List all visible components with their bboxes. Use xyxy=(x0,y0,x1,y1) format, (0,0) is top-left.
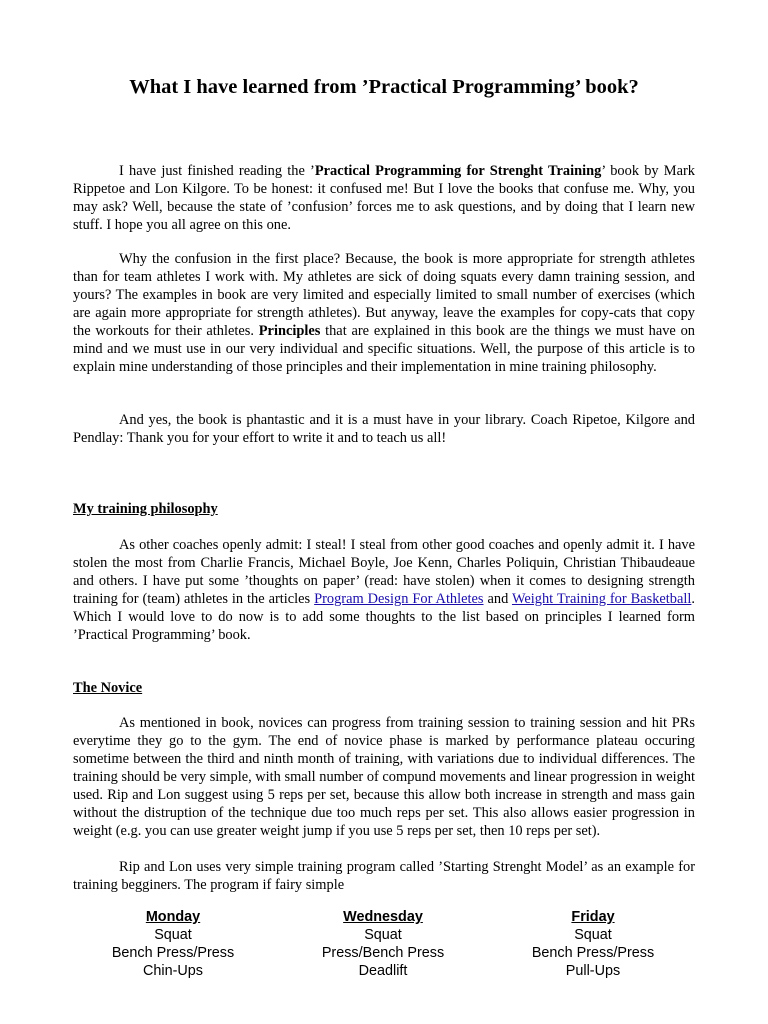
intro-p1-text-b: ’ book by Mark Rippetoe and Lon Kilgore. To be honest: it confused me! But I love the books that confuse me. Why, you may ask? Well, because the state of ’confusion’ forces me to ask questions, and by doing that I learn new stuff. I hope you all agree on this one. xyxy=(73,163,695,233)
exercise-item: Pull-Ups xyxy=(565,963,621,979)
novice-paragraph-1 xyxy=(73,714,695,840)
intro-paragraph-3 xyxy=(73,411,695,447)
intro-p2-text-b: that are explained in this book are the things we must have on mind and we must use in our very individual and specific situations. Well, the purpose of this article is to explain mine understanding of those principles and their implementation in mine training philosophy. xyxy=(73,323,695,375)
exercise-item: Press/Bench Press xyxy=(321,945,445,961)
philosophy-text-a: As other coaches openly admit: I steal! I steal from other good coaches and openly admit it. I have stolen the most from Charlie Francis, Michael Boyle, Joe Kenn, Charles Poliquin, Christian Thibaudeaue and others. I have put some ’thoughts on paper’ (read: have stolen) when it comes to designing strength training for (team) athletes in the articles xyxy=(73,537,695,607)
exercise-item: Bench Press/Press xyxy=(111,945,235,961)
intro-paragraph-1 xyxy=(73,162,695,234)
day-heading: Wednesday xyxy=(343,909,423,925)
day-heading: Friday xyxy=(571,909,615,925)
exercise-item: Squat xyxy=(364,927,402,943)
philosophy-text-mid: and xyxy=(483,591,512,607)
schedule-column-friday xyxy=(493,908,693,980)
exercise-item: Squat xyxy=(574,927,612,943)
novice-p2-text: Rip and Lon uses very simple training program called ’Starting Strenght Model’ as an example for training begginers. The program if fairy simple xyxy=(73,859,695,893)
intro-p3-text: And yes, the book is phantastic and it is a must have in your library. Coach Ripetoe, Kilgore and Pendlay: Thank you for your effort to write it and to teach us all! xyxy=(73,412,695,446)
weight-training-link[interactable]: Weight Training for Basketball xyxy=(511,591,692,607)
intro-paragraph-2 xyxy=(73,250,695,376)
exercise-item: Bench Press/Press xyxy=(531,945,655,961)
day-heading: Monday xyxy=(145,909,201,925)
novice-paragraph-2 xyxy=(73,858,695,894)
novice-p1-text: As mentioned in book, novices can progress from training session to training session and hit PRs everytime they go to the gym. The end of novice phase is marked by performance plateau occuring sometime between the third and ninth month of training, with variations due to individual differences. The training should be very simple, with small number of compund movements and linear progression in weight used. Rip and Lon suggest using 5 reps per set, because this allow both increase in strength and mass gain without the distruption of the technique due too much reps per set. This also allows easier progression in weight (e.g. you can use greater weight jump if you use 5 reps per set, then 10 reps per set). xyxy=(73,715,695,839)
exercise-item: Squat xyxy=(154,927,192,943)
page-title: What I have learned from ’Practical Programming’ book? xyxy=(129,76,639,98)
intro-p1-text-a: I have just finished reading the ’ xyxy=(119,163,315,179)
philosophy-paragraph xyxy=(73,536,695,644)
intro-p2-text-a: Why the confusion in the first place? Because, the book is more appropriate for strength athletes than for team athletes I work with. My athletes are sick of doing squats every damn training session, and yours? The examples in book are very limited and especially limited to small number of exercises (which are again more appropriate for strength athletes). But anyway, leave the examples for copy-cats that copy the workouts for their athletes. xyxy=(73,251,695,339)
principles-bold: Principles xyxy=(258,323,321,339)
program-design-link[interactable]: Program Design For Athletes xyxy=(314,591,484,607)
section-heading-novice: The Novice xyxy=(73,680,143,696)
schedule-column-wednesday xyxy=(283,908,483,980)
exercise-item: Chin-Ups xyxy=(143,963,203,979)
book-title-bold: Practical Programming for Strenght Training xyxy=(314,163,602,179)
schedule-column-monday xyxy=(73,908,273,980)
section-heading-philosophy: My training philosophy xyxy=(73,501,218,517)
philosophy-text-b: . Which I would love to do now is to add some thoughts to the list based on principles I learned form ’Practical Programming’ book. xyxy=(73,591,695,643)
training-schedule xyxy=(73,908,695,988)
exercise-item: Deadlift xyxy=(358,963,408,979)
